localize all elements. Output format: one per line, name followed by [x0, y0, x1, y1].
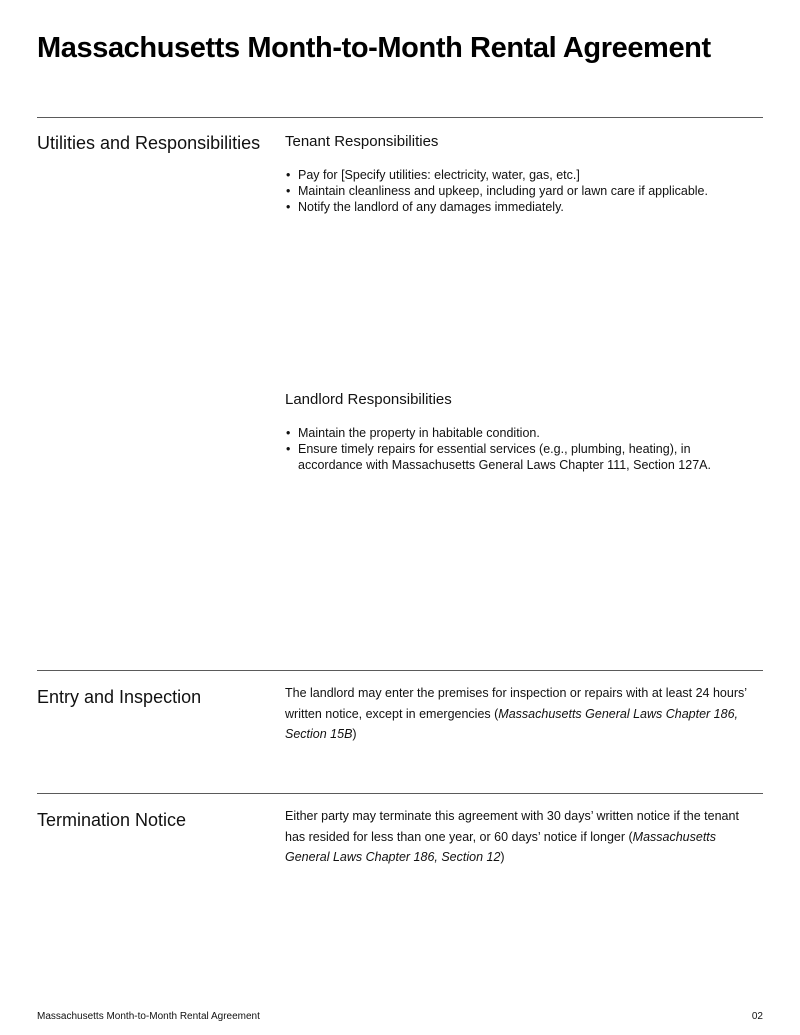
entry-section-heading: Entry and Inspection — [37, 687, 202, 707]
tenant-responsibilities-list — [285, 167, 745, 215]
entry-close: ) — [352, 727, 357, 741]
termination-citation: Massachusetts General Laws Chapter 186, Section 12 — [285, 829, 717, 864]
page-title: Massachusetts Month-to-Month Rental Agreement — [37, 32, 711, 64]
list-item: • Ensure timely repairs for essential services (e.g., plumbing, heating), in accordance with Massachusetts General Laws Chapter 111, Section 127A. — [285, 441, 745, 473]
footer-document-title: Massachusetts Month-to-Month Rental Agreement — [37, 1011, 260, 1022]
footer-page-number: 02 — [751, 1011, 763, 1022]
termination-text: Either party may terminate this agreement with 30 days’ written notice if the tenant has resided for less than one year, or 60 days’ notice if longer ( — [285, 809, 739, 844]
list-item: • Maintain the property in habitable condition. — [285, 425, 745, 441]
termination-section-heading: Termination Notice — [37, 810, 187, 830]
list-item: • Notify the landlord of any damages immediately. — [285, 199, 745, 215]
tenant-responsibilities-heading: Tenant Responsibilities — [285, 133, 439, 150]
section-divider — [37, 670, 763, 671]
landlord-responsibilities-heading: Landlord Responsibilities — [285, 391, 452, 408]
landlord-responsibilities-list — [285, 425, 745, 473]
list-item: • Pay for [Specify utilities: electricity, water, gas, etc.] — [285, 167, 745, 183]
section-divider — [37, 793, 763, 794]
list-item: • Maintain cleanliness and upkeep, including yard or lawn care if applicable. — [285, 183, 745, 199]
utilities-section-heading: Utilities and Responsibilities — [37, 133, 261, 153]
entry-text: The landlord may enter the premises for inspection or repairs with at least 24 hours’ written notice, except in emergencies ( — [285, 686, 747, 721]
termination-paragraph — [285, 806, 755, 868]
entry-paragraph — [285, 683, 755, 745]
section-divider — [37, 117, 763, 118]
termination-close: ) — [500, 850, 505, 864]
entry-citation: Massachusetts General Laws Chapter 186, Section 15B — [285, 706, 739, 741]
